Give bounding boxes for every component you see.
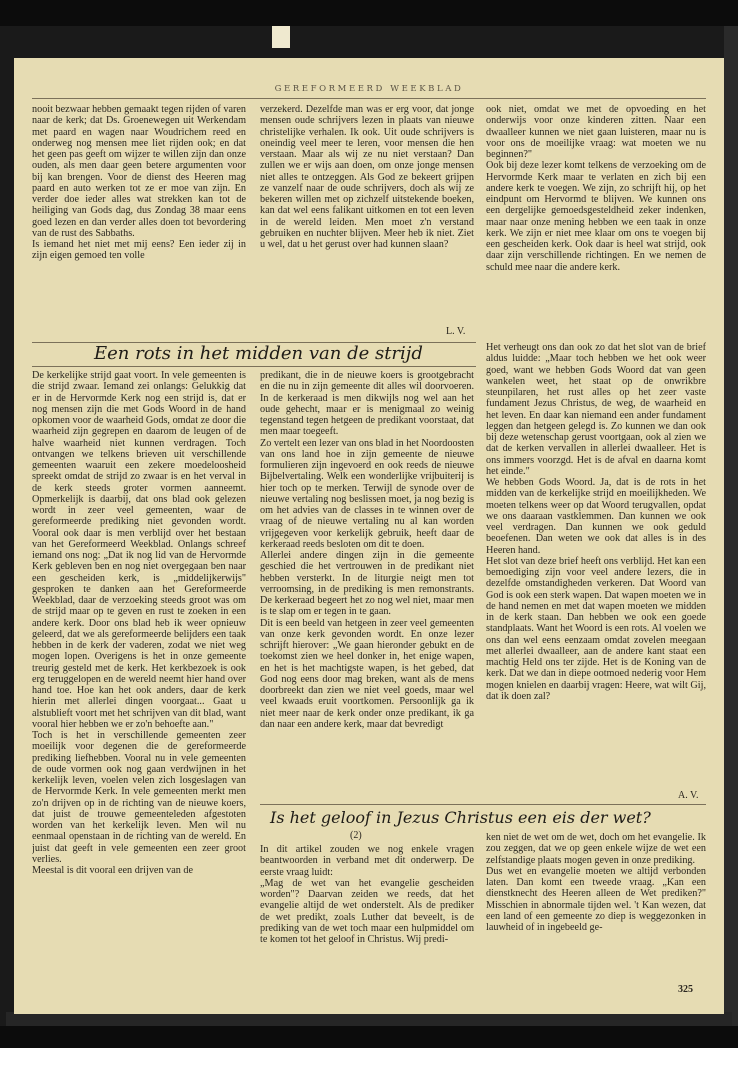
article-1-signature: A. V.	[678, 790, 699, 801]
article-2-column-3: ken niet de wet om de wet, doch om het evangelie. Ik zou zeggen, dat we op geen enkele wijze de wet een zelfstandige plaats mogen geven in onze prediking. Dus wet en evangelie moeten we altijd verbonden laten. Dan komt een tweede vraag. „Kan een dienstknecht des Heeren alleen de Wet prediken?" Misschien in abnormale tijden wel. 't Kan wezen, dat een land of een gemeente zo diep is weggezonken in lauwheid of in ingebeeld ge-	[486, 832, 706, 933]
scan-border-bottom	[0, 1026, 738, 1048]
article-1-column-1: De kerkelijke strijd gaat voort. In vele gemeenten is die strijd zwaar. Iemand zei onlangs: Gelukkig dat er in de Hervormde Kerk nog een strijd is, dat er nog mensen zijn die met Gods Woord in de hand opkomen voor de waarheid Gods, omdat ze door die waarheid zijn gegrepen en daarom de leugen of de halve waarheid niet kunnen verdragen. Toch ontvangen we telkens brieven uit verschillende gemeenten waaruit een zekere moedeloosheid spreekt omdat de strijd zo zwaar is en het verval in de kerk steeds groter vormen aanneemt. Opmerkelijk is daarbij, dat ons blad ook gelezen wordt in zeer veel gemeenten, waar de gereformeerde prediking niet gevonden wordt. Vooral ook daar is men verblijd over het bestaan van het Gereformeerd Weekblad. Onlangs schreef iemand ons nog: „Dat ik nog lid van de Hervormde Kerk gebleven ben en nog niet overgegaan ben naar een gescheiden kerk, is „middelijkerwijs" gesproken te danken aan het Gereformeerde Weekblad, daar de verzoeking steeds groot was om de strijd maar op te geven en rust te zoeken in een andere kerk. Door ons blad heb ik weer opnieuw geleerd, dat we als gereformeerde belijders een taak hebben in de kerk der vaderen, zodat we niet weg mogen lopen. Overigens is het in onze gemeente treurig gesteld met de kerk. Het kerkbezoek is ook erg teruggelopen en de wereld neemt hier hand over hand toe. Hoe kan het ook anders, daar de kerk hierin met allerlei dingen voorgaat... Gaat u alstublieft voort met het schrijven van dit blad, want vooral hier hebben we er zo'n behoefte aan." Toch is het in verschillende gemeenten zeer moeilijk voor degenen die de gereformeerde prediking liefhebben. Vooral nu in vele gemeenten de oude vormen ook nog gaan verdwijnen in het kerkelijk leven, voelen velen zich losgeslagen van de Hervormde Kerk. In vele gemeenten merkt men zo'n drijven op in de richting van de nieuwe koers, dat juist de trouwe gemeenteleden afgestoten worden van het kerkelijk leven. Men wil nu eenmaal openstaan in de richting van de wereld. En juist dat geeft in vele gemeenten een zeer groot verlies. Meestal is dit vooral een drijven van de	[32, 370, 246, 876]
scan-border-top	[0, 0, 738, 26]
top-column-3: ook niet, omdat we met de opvoeding en het onderwijs voor onze kinderen zitten. Naar een dwaalleer kunnen we niet gaan luisteren, maar nu is voor ons de moeilijke vraag: wat moeten we nu beginnen?" Ook bij deze lezer komt telkens de verzoeking om de Hervormde Kerk maar te verlaten en zich bij een andere kerk te voegen. We zijn, zo schrijft hij, op het eindpunt om Hervormd te blijven. We kunnen ons een dergelijke gemoedsgesteldheid zeker indenken, maar naar onze mening hebben we een taak in onze kerk. We zijn er niet mee klaar om ons te voegen bij een gescheiden kerk. Ook daar is heel wat strijd, ook daar zijn verschillende richtingen. En we nemen de schuld mee naar die andere kerk.	[486, 104, 706, 273]
article-2-rule	[260, 804, 706, 805]
paper-clip-tab	[272, 26, 290, 48]
page-number: 325	[678, 984, 693, 995]
article-2-column-2: In dit artikel zouden we nog enkele vragen beantwoorden in verband met dit onderwerp. De eerste vraag luidt: „Mag de wet van het evangelie gescheiden worden"? Daarvan zeiden we reeds, dat het evangelie altijd de wet onderstelt. Als de prediker de wet predikt, zoals Luther dat beveelt, is de prediking van de wet toch maar een hulpmiddel om te komen tot het geloof in Christus. Wij predi-	[260, 844, 474, 945]
top-column-2: verzekerd. Dezelfde man was er erg voor, dat jonge mensen oude schrijvers lezen in plaats van nieuwe christelijke verhalen. Ik ook. Uit oude schrijvers is oneindig veel meer te leren, voor mensen die hen verstaan. Maar als wij ze nu niet verstaan? Dan zullen we er wijs aan doen, om onze jonge mensen niet alles te ontzeggen. Als God ze bekeert grijpen ze vanzelf naar de oude schrijvers, doch als wij ze bekeren willen met op zichzelf uitstekende boeken, kan dat wel eens falikant uitkomen en tot een leven in de wereld leiden. Men moet z'n verstand gebruiken en nuchter blijven. Meer heb ik niet. Ziet u wel, dat u het gerust over had kunnen slaan?	[260, 104, 474, 250]
top-signature: L. V.	[446, 326, 466, 337]
headline-rule-bottom	[32, 366, 476, 367]
article-1-column-3: Het verheugt ons dan ook zo dat het slot van de brief aldus luidde: „Maar toch hebben we het ook weer goed, want we hebben Gods Woord dat van geen wankelen weet, het staat op de onwrikbre steunpilaren, het rust alles op het zeer vaste fundament Jezus Christus, de weg, de waarheid en het leven. En daar kan niemand een ander fundament leggen dan hetgeen gelegd is. Zo kunnen we dan ook bij deze wetenschap gerust voortgaan, ook al zien we dat de kerken vervallen in allerlei dwaalleer. Het is ons immers voorzgd. Het is de afval en daarna komt het einde." We hebben Gods Woord. Ja, dat is de rots in het midden van de kerkelijke strijd en moeilijkheden. We moeten telkens weer op dat Woord terugvallen, opdat we ons daaraan vastklemmen. Dan kunnen we ook veel verdragen. Dan kunnen we ook geduld beoefenen. Dan weten we ook dat alles is in des Heeren hand. Het slot van deze brief heeft ons verblijd. Het kan een bemoediging zijn voor veel andere lezers, die in dezelfde omstandigheden verkeren. Dat Woord van God is ook een sterk wapen. Dat wapen moeten we in de hand nemen en met dat wapen moeten we midden in de kerk staan. Dan hebben we ook een goede standplaats. Want het Woord is een rots. Al voelen we ons dan wel eens eenzaam omdat zovelen meegaan met allerlei dwaalleer, aan de andere kant staat een machtig Held ons ter zijde. Het is de Koning van de kerk. Dat we dan in diepe ootmoed nederig voor Hem mogen knielen en daarbij vragen: Heere, wat wilt Gij, dat ik doen zal?	[486, 342, 706, 702]
header-rule	[32, 98, 706, 99]
running-header: GEREFORMEERD WEEKBLAD	[274, 84, 464, 94]
article-1-column-2: predikant, die in de nieuwe koers is grootgebracht en die nu in zijn gemeente dit alles wil doorvoeren. In de kerkeraad is men dikwijls nog wel aan het oude gehecht, maar er is menigmaal zo weinig tegenstand tegen hetgeen de predikant voorstaat, dat men maar toegeeft. Zo vertelt een lezer van ons blad in het Noordoosten van ons land hoe in zijn gemeente de nieuwe formulieren zijn ingevoerd en ook reeds de nieuwe Bijbelvertaling. Welk een wonderlijke vrijbuiterij is hier toch op te merken. Terwijl de synode over de nieuwe vertaling nog beslissen moet, ja nog bezig is om het advies van de classes in te winnen over de vraag of de nieuwe vertaling nu al kan worden vrijgegeven voor kerkelijk gebruik, heeft daar de kerkeraad reeds besloten om dit te doen. Allerlei andere dingen zijn in die gemeente geschied die het vertrouwen in de predikant niet hebben versterkt. In de liturgie neigt men tot verroomsing, in de prediking is men remonstrants. De kerkeraad begeert het zo nog wel niet, maar men is te slap om er tegen in te gaan. Dit is een beeld van hetgeen in zeer veel gemeenten van onze kerk gevonden wordt. En onze lezer schrijft hierover: „We gaan hieronder gebukt en de toekomst zien we heel donker in, het enige wapen, en het is het machtigste wapen, is het gebed, dat God nog eens door mag breken, want als de mens doorbreekt dan zien we niet veel goeds, maar wel veel kwaads eruit voortkomen. Persoonlijk ga ik niet meer naar de kerk onder onze predikant, ik ga dan naar een andere kerk, maar dat bevredigt	[260, 370, 474, 730]
scan-border-top-inner	[8, 26, 732, 58]
scan-border-right	[724, 26, 738, 1026]
article-2-part-number: (2)	[350, 830, 362, 841]
article-1-title: Een rots in het midden van de strijd	[94, 343, 423, 364]
newspaper-page	[14, 58, 724, 1014]
top-column-1: nooit bezwaar hebben gemaakt tegen rijden of varen naar de kerk; dat Ds. Groenewegen uit Werkendam met paard en wagen naar Woudrichem reed en onderweg nog mensen mee liet rijden ook; en dat het geen pas geeft om wijzer te willen zijn dan onze ouden, als men daar geen betere argumenten voor bij kan brengen. Voor de dienst des Heeren mag paard en auto werken tot ze er moe van zijn. En verder doe ieder alles wat strekken kan tot de heiliging van Gods dag, dus Zondag 38 maar eens goed lezen en dan verder alles doen tot bevordering van de rust des Sabbaths. Is iemand het niet met mij eens? Een ieder zij in zijn eigen gemoed ten volle	[32, 104, 246, 262]
article-2-title: Is het geloof in Jezus Christus een eis der wet?	[270, 808, 651, 827]
scan-border-left	[0, 26, 14, 1026]
